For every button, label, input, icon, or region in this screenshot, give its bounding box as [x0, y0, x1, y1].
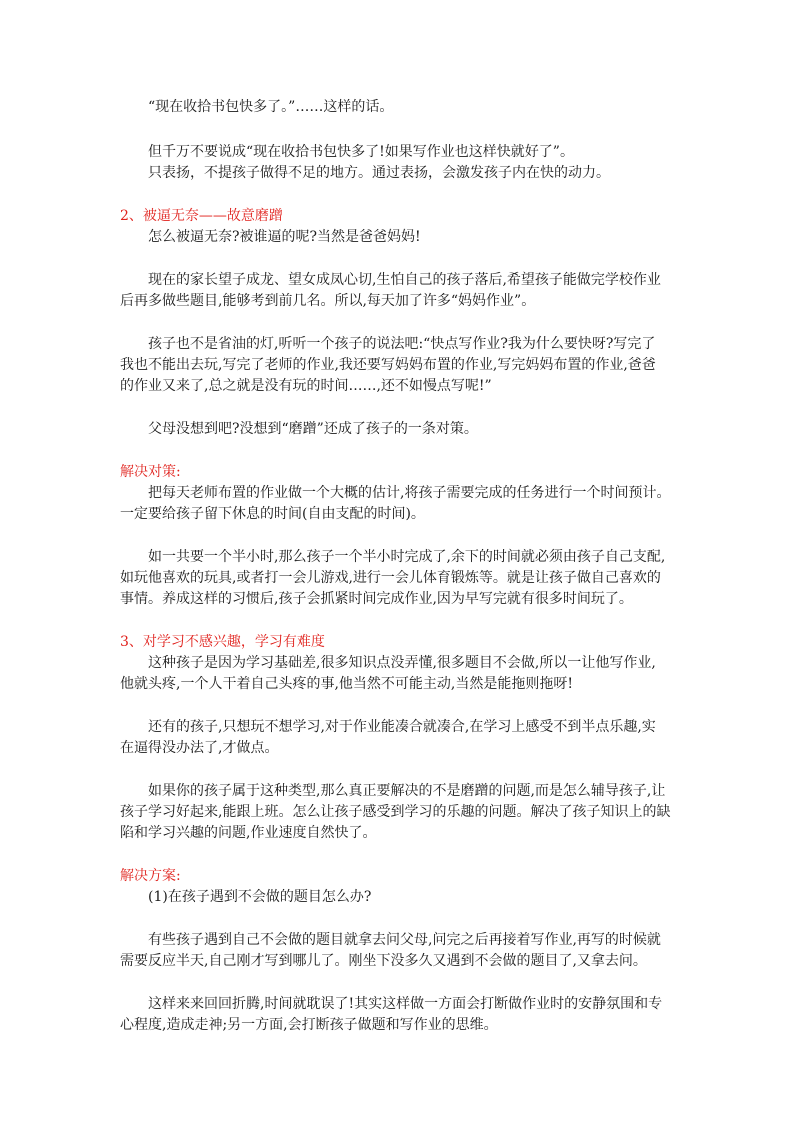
paragraph-line: 的作业又来了,总之就是没有玩的时间……,还不如慢点写呢!”: [120, 378, 492, 394]
paragraph-line: 后再多做些题目,能够考到前几名。所以,每天加了许多“妈妈作业”。: [120, 293, 536, 309]
paragraph-line: 在逼得没办法了,才做点。: [120, 740, 279, 756]
paragraph-line: 孩子也不是省油的灯,听听一个孩子的说法吧:“快点写作业?我为什么要快呀?写完了: [148, 336, 656, 352]
paragraph-line: 把每天老师布置的作业做一个大概的估计,将孩子需要完成的任务进行一个时间预计。: [148, 485, 671, 501]
solution-heading-2: 解决方案:: [120, 868, 181, 884]
paragraph-line: 如玩他喜欢的玩具,或者打一会儿游戏,进行一会儿体育锻炼等。就是让孩子做自己喜欢的: [120, 570, 661, 586]
paragraph-line: 事情。养成这样的习惯后,孩子会抓紧时间完成作业,因为早写完就有很多时间玩了。: [120, 591, 633, 607]
solution-heading-1: 解决对策:: [120, 464, 181, 480]
paragraph-line: (1)在孩子遇到不会做的题目怎么办?: [148, 889, 372, 905]
paragraph-line: 父母没想到吧?没想到“磨蹭”还成了孩子的一条对策。: [148, 421, 478, 437]
paragraph-line: 这样来来回回折腾,时间就耽误了!其实这样做一方面会打断做作业时的安静氛围和专: [148, 996, 663, 1012]
paragraph-line: 心程度,造成走神;另一方面,会打断孩子做题和写作业的思维。: [120, 1017, 498, 1033]
paragraph-line: 如一共要一个半小时,那么孩子一个半小时完成了,余下的时间就必须由孩子自己支配,: [148, 549, 666, 565]
paragraph-line: 他就头疼,一个人干着自己头疼的事,他当然不可能主动,当然是能拖则拖呀!: [120, 676, 573, 692]
paragraph-line: 这种孩子是因为学习基础差,很多知识点没弄懂,很多题目不会做,所以一让他写作业,: [148, 655, 656, 671]
paragraph-line: 孩子学习好起来,能跟上班。怎么让孩子感受到学习的乐趣的问题。解决了孩子知识上的缺: [120, 804, 671, 820]
paragraph-line: 如果你的孩子属于这种类型,那么真正要解决的不是磨蹭的问题,而是怎么辅导孩子,让: [148, 783, 666, 799]
paragraph-line: 现在的家长望子成龙、望女成凤心切,生怕自己的孩子落后,希望孩子能做完学校作业: [148, 272, 661, 288]
section-heading-2: 2、被逼无奈——故意磨蹭: [120, 208, 283, 224]
paragraph-line: 怎么被逼无奈?被谁逼的呢?当然是爸爸妈妈!: [148, 229, 421, 245]
paragraph-line: 只表扬，不提孩子做得不足的地方。通过表扬，会激发孩子内在快的动力。: [148, 165, 610, 181]
paragraph-line: 一定要给孩子留下休息的时间(自由支配的时间)。: [120, 506, 425, 522]
paragraph-line: 需要反应半天,自己刚才写到哪儿了。刚坐下没多久又遇到不会做的题目了,又拿去问。: [120, 953, 647, 969]
paragraph-line: 我也不能出去玩,写完了老师的作业,我还要写妈妈布置的作业,写完妈妈布置的作业,爸爸: [120, 357, 656, 373]
paragraph-line: 还有的孩子,只想玩不想学习,对于作业能凑合就凑合,在学习上感受不到半点乐趣,实: [148, 719, 656, 735]
paragraph-line: 但千万不要说成“现在收拾书包快多了!如果写作业也这样快就好了”。: [148, 144, 574, 160]
paragraph-line: 陷和学习兴趣的问题,作业速度自然快了。: [120, 825, 377, 841]
section-heading-3: 3、对学习不感兴趣，学习有难度: [120, 634, 325, 650]
paragraph-line: “现在收拾书包快多了。”……这样的话。: [148, 99, 394, 115]
paragraph-line: 有些孩子遇到自己不会做的题目就拿去问父母,问完之后再接着写作业,再写的时候就: [148, 932, 661, 948]
